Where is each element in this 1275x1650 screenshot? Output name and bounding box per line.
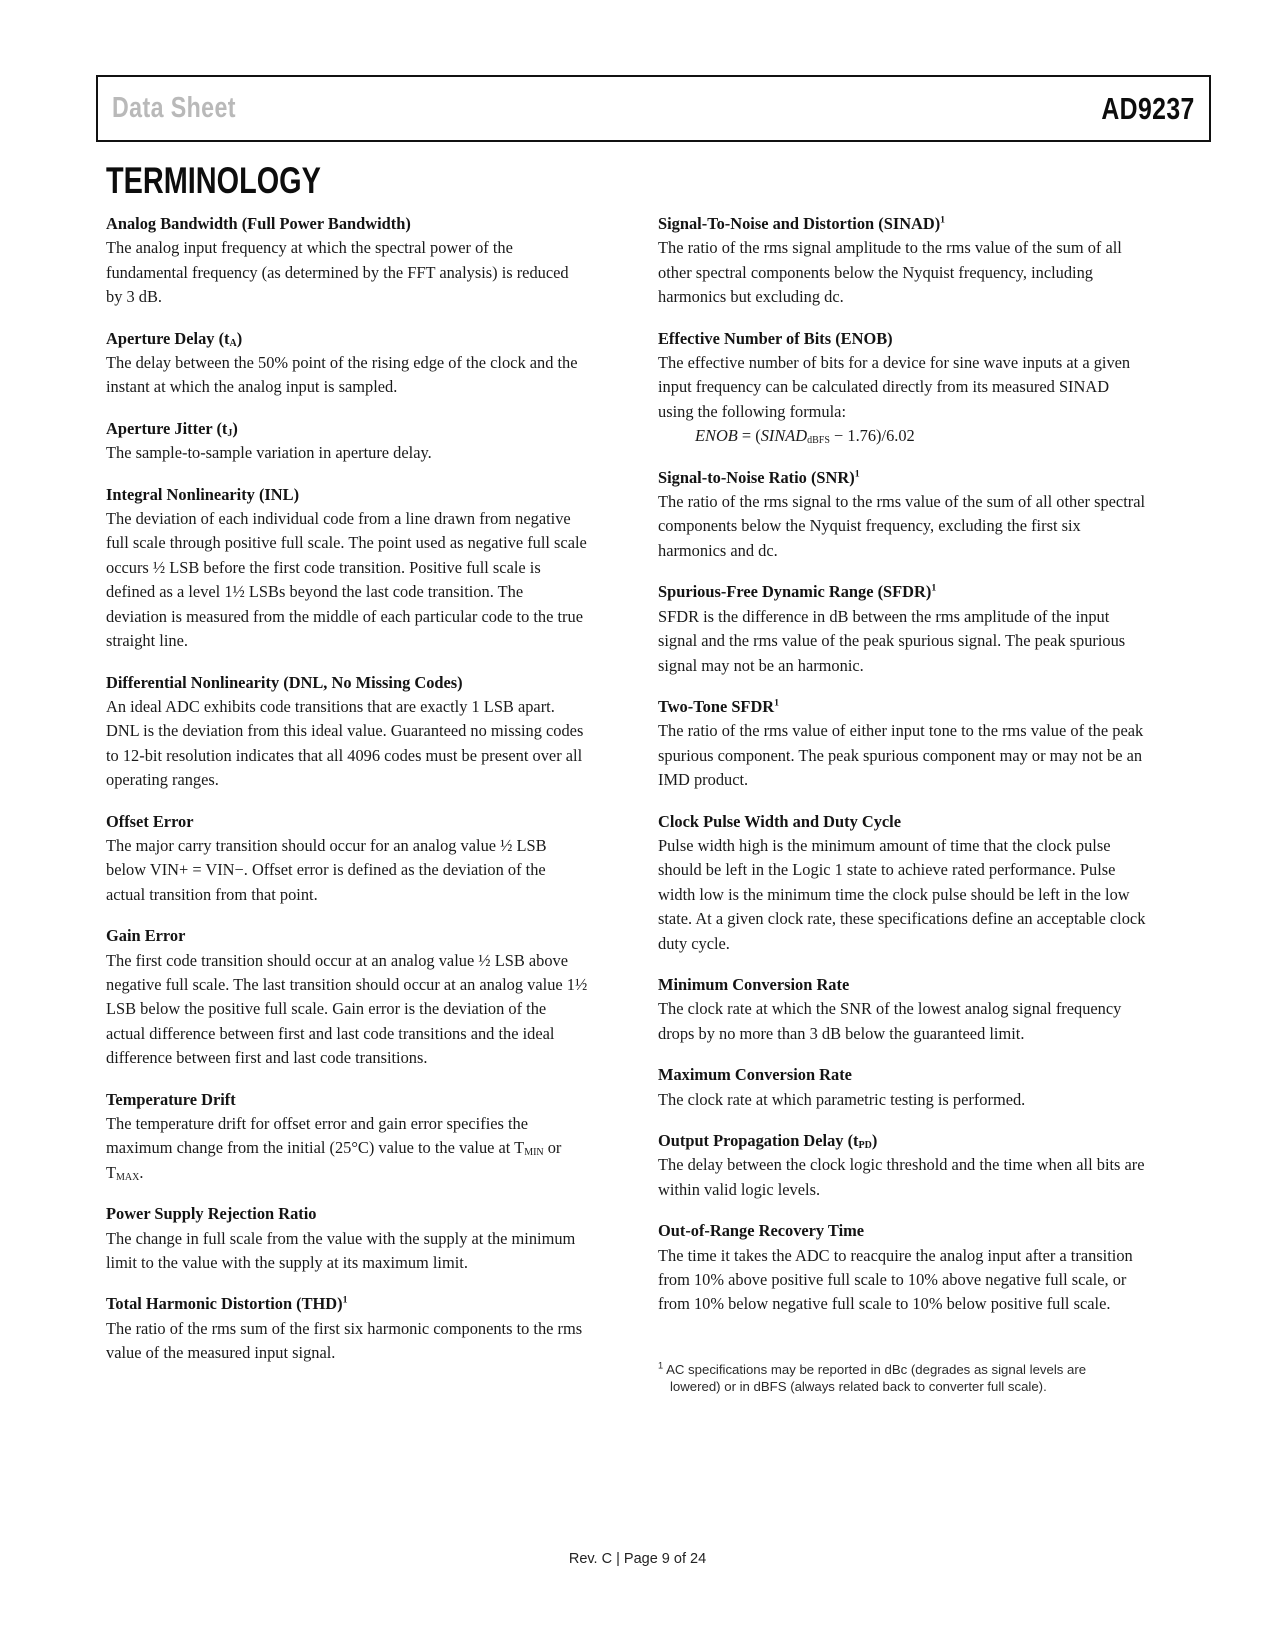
- text-run: The time it takes the ADC to reacquire the analog input after a transition from 10% above positive full scale to 10% above negative full scale, or from 10% below negative full scale to 10% below positive full scale.: [658, 1245, 1133, 1314]
- text-run: The clock rate at which the SNR of the lowest analog signal frequency drops by no more than 3 dB below the guaranteed limit.: [658, 999, 1122, 1043]
- text-run: The first code transition should occur at an analog value ½ LSB above negative full scale. The last transition should occur at an analog value 1½ LSB below the positive full scale. Gain error is the deviation of the actual difference between first and last code transitions and the ideal difference between first and last code transitions.: [106, 950, 588, 1068]
- text-run: ENOB: [695, 426, 738, 446]
- text-run: The clock rate at which parametric testing is performed.: [658, 1089, 1026, 1109]
- text-run: PD: [858, 1139, 872, 1151]
- text-run: Pulse width high is the minimum amount of time that the clock pulse should be left in the Logic 1 state to achieve rated performance. Pulse width low is the minimum time the clock pulse should be left in the low state. At a given clock rate, these specifications define an acceptable clock duty cycle.: [658, 835, 1146, 953]
- text-run: Temperature Drift: [106, 1089, 236, 1109]
- term-heading: [106, 924, 588, 948]
- text-run: = (: [737, 426, 761, 446]
- term-section: [106, 1292, 588, 1365]
- term-heading: [658, 212, 1147, 236]
- term-section: [106, 327, 588, 400]
- sections-left-container: [106, 212, 588, 1366]
- term-body-paragraph: [658, 834, 1147, 956]
- term-section: [658, 212, 1147, 310]
- text-run: Two-Tone SFDR: [658, 696, 775, 716]
- term-section: [106, 483, 588, 654]
- term-heading: [106, 327, 588, 351]
- term-heading: [106, 212, 588, 236]
- term-heading: [106, 417, 588, 441]
- term-body-paragraph: [106, 1317, 588, 1366]
- text-run: Total Harmonic Distortion (THD): [106, 1294, 343, 1314]
- text-run: Out-of-Range Recovery Time: [658, 1221, 865, 1241]
- text-run: − 1.76)/6.02: [829, 426, 915, 446]
- text-run: MIN: [524, 1147, 544, 1159]
- text-run: Clock Pulse Width and Duty Cycle: [658, 811, 902, 831]
- text-run: dBFS: [807, 435, 830, 447]
- page-title: TERMINOLOGY: [106, 160, 321, 201]
- term-section: [106, 810, 588, 908]
- term-body-paragraph: [658, 1244, 1147, 1317]
- text-run: 1: [774, 697, 780, 709]
- term-section: [106, 1088, 588, 1186]
- term-heading: [658, 466, 1147, 490]
- term-body-paragraph: [106, 695, 588, 793]
- text-run: An ideal ADC exhibits code transitions that are exactly 1 LSB apart. DNL is the deviation from this ideal value. Guaranteed no missing codes to 12-bit resolution indicates that all 4096 codes must be present over all operating ranges.: [106, 696, 584, 790]
- term-section: [106, 212, 588, 310]
- text-run: 1: [940, 214, 946, 226]
- doc-type-label: Data Sheet: [112, 92, 236, 124]
- term-section: [658, 1063, 1147, 1112]
- term-section: [658, 1219, 1147, 1317]
- text-run: The ratio of the rms value of either input tone to the rms value of the peak spurious component. The peak spurious component may or may not be an IMD product.: [658, 721, 1144, 790]
- text-run: Signal-to-Noise Ratio (SNR): [658, 467, 855, 487]
- formula: [695, 424, 1147, 448]
- text-run: ): [236, 328, 243, 348]
- term-section: [658, 695, 1147, 793]
- term-section: [658, 973, 1147, 1046]
- term-body-paragraph: [658, 490, 1147, 563]
- footnote: [658, 1361, 1140, 1396]
- term-heading: [106, 483, 588, 507]
- text-run: SFDR is the difference in dB between the rms amplitude of the input signal and the rms value of the peak spurious signal. The peak spurious signal may not be an harmonic.: [658, 606, 1126, 675]
- term-body-paragraph: [106, 834, 588, 907]
- term-body-paragraph: [106, 236, 588, 309]
- term-section: [658, 327, 1147, 449]
- text-run: Minimum Conversion Rate: [658, 974, 850, 994]
- term-section: [658, 1129, 1147, 1202]
- term-body-paragraph: [106, 351, 588, 400]
- term-body-paragraph: [106, 1227, 588, 1276]
- text-run: .: [139, 1162, 144, 1182]
- term-body-paragraph: [658, 605, 1147, 678]
- text-run: ): [232, 418, 238, 438]
- term-heading: [658, 1129, 1147, 1153]
- text-run: Effective Number of Bits (ENOB): [658, 328, 893, 348]
- page-header: [96, 75, 1211, 142]
- text-run: Integral Nonlinearity (INL): [106, 484, 300, 504]
- term-body-paragraph: [658, 236, 1147, 309]
- term-section: [106, 924, 588, 1070]
- term-heading: [658, 810, 1147, 834]
- term-body-paragraph: [106, 949, 588, 1071]
- text-run: The ratio of the rms signal to the rms value of the sum of all other spectral components below the Nyquist frequency, excluding the first six harmonics and dc.: [658, 492, 1146, 560]
- term-heading: [658, 695, 1147, 719]
- part-number-label: AD9237: [1101, 90, 1195, 126]
- text-run: Spurious-Free Dynamic Range (SFDR): [658, 582, 932, 602]
- term-body-paragraph: [658, 351, 1147, 424]
- text-run: The analog input frequency at which the spectral power of the fundamental frequency (as determined by the FFT analysis) is reduced by 3 dB.: [106, 238, 569, 307]
- term-heading: [658, 580, 1147, 604]
- text-run: ): [871, 1131, 878, 1150]
- text-run: Power Supply Rejection Ratio: [106, 1204, 317, 1224]
- text-run: SINAD: [760, 426, 808, 446]
- term-heading: [658, 1219, 1147, 1243]
- footnote-text: AC specifications may be reported in dBc (degrades as signal levels are lowered) or in dBFS (always related back to converter full scale).: [663, 1361, 1087, 1395]
- text-run: Aperture Delay (t: [106, 328, 230, 348]
- term-section: [658, 810, 1147, 956]
- column-right: [658, 212, 1147, 1396]
- text-run: The sample-to-sample variation in aperture delay.: [106, 443, 432, 463]
- term-body-paragraph: [658, 997, 1147, 1046]
- text-run: Aperture Jitter (t: [106, 418, 228, 438]
- text-run: The ratio of the rms signal amplitude to the rms value of the sum of all other spectral components below the Nyquist frequency, including harmonics but excluding dc.: [658, 238, 1122, 307]
- term-heading: [658, 1063, 1147, 1087]
- text-run: The effective number of bits for a device for sine wave inputs at a given input frequency can be calculated directly from its measured SINAD using the following formula:: [658, 353, 1131, 421]
- term-body-paragraph: [106, 507, 588, 653]
- text-run: or T: [106, 1138, 562, 1182]
- term-heading: [106, 671, 588, 695]
- term-body-paragraph: [106, 1112, 588, 1185]
- term-body-paragraph: [658, 1088, 1147, 1112]
- text-run: Differential Nonlinearity (DNL, No Missing Codes): [106, 672, 463, 692]
- term-section: [106, 1202, 588, 1275]
- column-left: [106, 212, 588, 1366]
- text-run: The ratio of the rms sum of the first six harmonic components to the rms value of the measured input signal.: [106, 1318, 583, 1363]
- term-section: [106, 417, 588, 466]
- text-run: The delay between the clock logic threshold and the time when all bits are within valid logic levels.: [658, 1155, 1145, 1199]
- sections-right-container: [658, 212, 1147, 1317]
- term-section: [658, 466, 1147, 564]
- term-heading: [106, 810, 588, 834]
- footnote-marker: 1: [658, 1360, 664, 1371]
- text-run: J: [227, 427, 233, 439]
- term-heading: [658, 973, 1147, 997]
- term-body-paragraph: [658, 1153, 1147, 1202]
- text-run: Maximum Conversion Rate: [658, 1065, 852, 1085]
- text-run: Analog Bandwidth (Full Power Bandwidth): [106, 214, 411, 233]
- text-run: The delay between the 50% point of the rising edge of the clock and the instant at which the analog input is sampled.: [106, 353, 578, 397]
- term-body-paragraph: [106, 441, 588, 465]
- text-run: 1: [854, 468, 860, 480]
- text-run: The deviation of each individual code from a line drawn from negative full scale through positive full scale. The point used as negative full scale occurs ½ LSB before the first code transition. Positive full scale is defined as a level 1½ LSBs beyond the last code transition. The deviation is measured from the middle of each particular code to the true straight line.: [106, 509, 587, 651]
- text-run: The major carry transition should occur for an analog value ½ LSB below VIN+ = VIN−. Offset error is defined as the deviation of the actual transition from that point.: [106, 835, 547, 904]
- term-heading: [106, 1088, 588, 1112]
- term-body-paragraph: [658, 719, 1147, 792]
- text-run: The change in full scale from the value with the supply at the minimum limit to the value with the supply at its maximum limit.: [106, 1228, 576, 1273]
- text-run: 1: [342, 1294, 348, 1306]
- text-run: Signal-To-Noise and Distortion (SINAD): [658, 214, 941, 233]
- term-section: [106, 671, 588, 793]
- text-run: Gain Error: [106, 926, 186, 946]
- term-section: [658, 580, 1147, 678]
- term-heading: [106, 1292, 588, 1316]
- text-run: Output Propagation Delay (t: [658, 1131, 859, 1150]
- page-footer: Rev. C | Page 9 of 24: [568, 1551, 707, 1567]
- term-heading: [658, 327, 1147, 351]
- term-heading: [106, 1202, 588, 1226]
- text-run: 1: [931, 582, 937, 594]
- text-run: MAX: [116, 1171, 140, 1183]
- text-run: Offset Error: [106, 811, 194, 831]
- text-run: The temperature drift for offset error and gain error specifies the maximum change from the initial (25°C) value to the value at T: [106, 1114, 529, 1158]
- text-run: A: [229, 337, 237, 349]
